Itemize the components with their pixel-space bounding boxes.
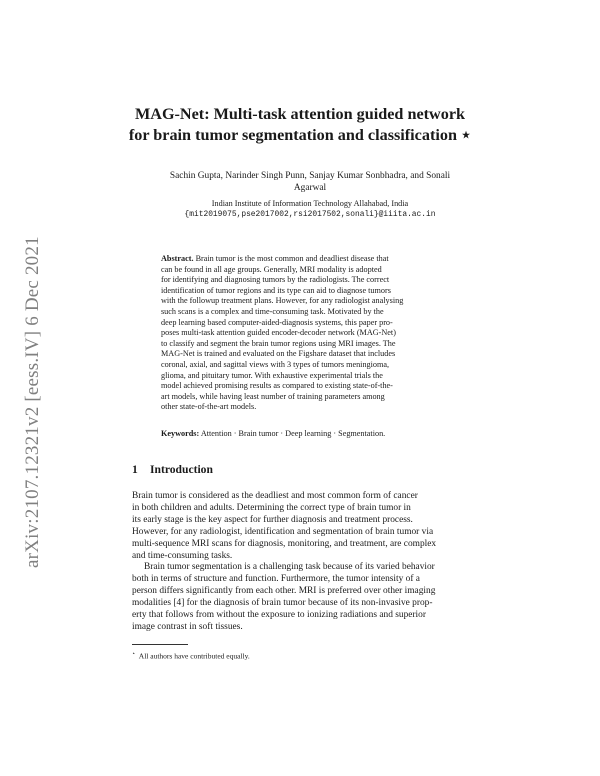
- abstract-line: for identifying and diagnosing tumors by the radiologists. The correct: [161, 275, 390, 285]
- keywords: [161, 429, 451, 440]
- paragraph-1: [132, 491, 468, 562]
- paragraph-line: erty that follows from without the exposure to ionizing radiations and superior: [132, 609, 426, 620]
- authors: [150, 170, 470, 194]
- footnote-text: All authors have contributed equally.: [138, 651, 250, 661]
- abstract-line: poses multi-task attention guided encoder-decoder network (MAG-Net): [161, 328, 396, 338]
- abstract-line: with the followup treatment plans. However, for any radiologist analysing: [161, 296, 404, 306]
- paragraph-line: image contrast in soft tissues.: [132, 621, 243, 632]
- paragraph-line: both in terms of structure and function. Furthermore, the tumor intensity of a: [132, 573, 420, 584]
- authors-line-1: Sachin Gupta, Narinder Singh Punn, Sanjay Kumar Sonbhadra, and Sonali: [169, 171, 451, 181]
- footnote-divider: [132, 644, 188, 645]
- paragraph-line: person differs significantly from each other. MRI is preferred over other imaging: [132, 585, 436, 596]
- abstract-line: coronal, axial, and sagittal views with 3 types of tumors meningioma,: [161, 359, 390, 369]
- abstract-line: model achieved promising results as compared to existing state-of-the-: [161, 381, 393, 391]
- abstract-line: can be found in all age groups. Generally, MRI modality is adopted: [161, 264, 382, 274]
- paragraph-line: However, for any radiologist, identification and segmentation of brain tumor via: [132, 526, 434, 537]
- abstract-line: MAG-Net is trained and evaluated on the Figshare dataset that includes: [161, 349, 396, 359]
- section-heading-introduction: [132, 463, 213, 477]
- affiliation-institute: Indian Institute of Information Technology Allahabad, India: [211, 199, 409, 208]
- paragraph-line: modalities [4] for the diagnosis of brain tumor because of its non-invasive prop-: [132, 597, 433, 608]
- arxiv-identifier: arXiv:2107.12321v2 [eess.IV] 6 Dec 2021: [22, 236, 43, 568]
- abstract-label: Abstract.: [161, 254, 194, 263]
- title-line-2-text: for brain tumor segmentation and classification: [128, 126, 457, 144]
- abstract-line: to classify and segment the brain tumor regions using MRI images. The: [161, 338, 396, 348]
- abstract-line: glioma, and pituitary tumor. With exhaustive experimental trials the: [161, 370, 383, 380]
- paragraph-line: in both children and adults. Determining the correct type of brain tumor in: [132, 502, 411, 513]
- authors-line-2: Agarwal: [293, 183, 327, 193]
- keywords-label: Keywords:: [161, 429, 200, 438]
- title-footnote-mark: ⋆: [461, 126, 472, 144]
- abstract-line: deep learning based computer-aided-diagnosis systems, this paper pro-: [161, 317, 393, 327]
- paragraph-2: [132, 562, 468, 633]
- title-line-1: MAG-Net: Multi-task attention guided network: [134, 105, 466, 123]
- affiliation-emails: {mit2019075,pse2017002,rsi2017502,sonali}@iiita.ac.in: [184, 210, 436, 219]
- title-line-2: [100, 125, 500, 146]
- abstract-line: Abstract. Brain tumor is the most common and deadliest disease that: [161, 254, 389, 263]
- abstract-line: such scans is a complex and time-consuming task. Motivated by the: [161, 306, 384, 316]
- paragraph-line: multi-sequence MRI scans for diagnosis, monitoring, and treatment, are complex: [132, 538, 437, 549]
- abstract-line: art models, while having least number of training parameters among: [161, 391, 385, 401]
- section-number: 1: [132, 463, 138, 476]
- footnote-mark: ⋆: [132, 651, 136, 657]
- paragraph-line: Brain tumor segmentation is a challenging task because of its varied behavior: [144, 562, 435, 572]
- abstract-line: other state-of-the-art models.: [161, 402, 257, 412]
- affiliation: [150, 198, 470, 220]
- paper-title: [100, 104, 500, 146]
- keywords-text: Attention · Brain tumor · Deep learning · Segmentation.: [200, 429, 386, 438]
- section-title: Introduction: [150, 463, 213, 476]
- paragraph-line: and time-consuming tasks.: [132, 550, 233, 561]
- footnote: [132, 649, 250, 662]
- paragraph-line: its early stage is the key aspect for further diagnosis and treatment process.: [132, 514, 413, 525]
- abstract-line: identification of tumor regions and its type can aid to diagnose tumors: [161, 285, 391, 295]
- abstract: [161, 254, 442, 413]
- paragraph-line: Brain tumor is considered as the deadliest and most common form of cancer: [132, 491, 418, 501]
